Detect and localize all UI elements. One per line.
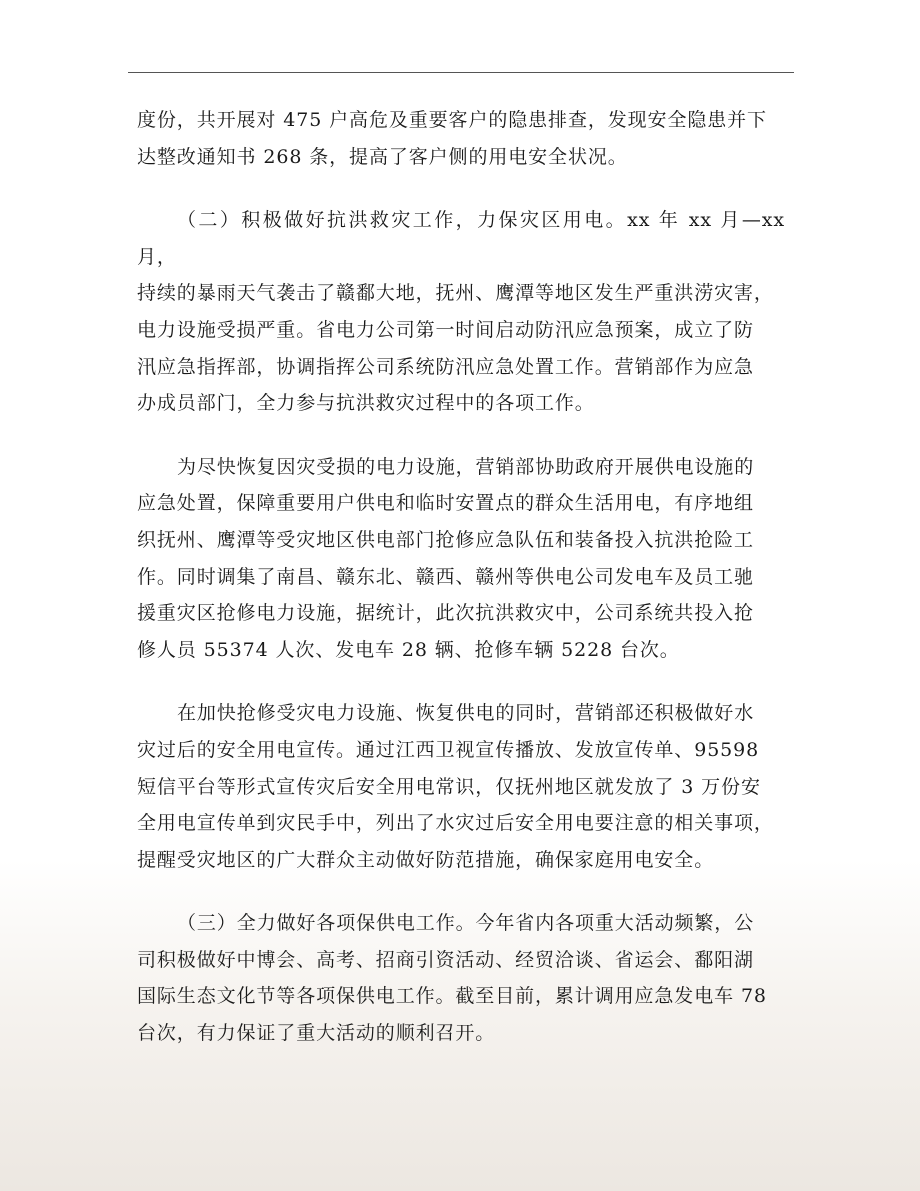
paragraph — [137, 905, 785, 1051]
text-line: 国际生态文化节等各项保供电工作。截至目前，累计调用应急发电车 78 — [137, 985, 767, 1008]
text-line: 灾过后的安全用电宣传。通过江西卫视宣传播放、发放宣传单、95598 — [137, 738, 760, 761]
paragraph — [137, 102, 785, 175]
text-line: 短信平台等形式宣传灾后安全用电常识，仅抚州地区就发放了 3 万份安 — [137, 775, 761, 798]
text-line: 作。同时调集了南昌、赣东北、赣西、赣州等供电公司发电车及员工驰 — [137, 565, 754, 588]
text-line: 在加快抢修受灾电力设施、恢复供电的同时，营销部还积极做好水 — [177, 702, 755, 725]
text-line: 提醒受灾地区的广大群众主动做好防范措施，确保家庭用电安全。 — [137, 848, 715, 871]
text-line: 司积极做好中博会、高考、招商引资活动、经贸洽谈、省运会、鄱阳湖 — [137, 948, 754, 971]
text-line: 办成员部门，全力参与抗洪救灾过程中的各项工作。 — [137, 392, 595, 415]
header-rule — [128, 72, 794, 73]
text-line: 应急处置，保障重要用户供电和临时安置点的群众生活用电，有序地组 — [137, 492, 754, 515]
text-line: 达整改通知书 268 条，提高了客户侧的用电安全状况。 — [137, 145, 628, 168]
text-line: 修人员 55374 人次、发电车 28 辆、抢修车辆 5228 台次。 — [137, 638, 680, 661]
paragraph — [137, 695, 785, 878]
text-line: 汛应急指挥部，协调指挥公司系统防汛应急处置工作。营销部作为应急 — [137, 355, 754, 378]
text-line: 度份，共开展对 475 户高危及重要客户的隐患排查，发现安全隐患并下 — [137, 109, 767, 131]
text-line: 织抚州、鹰潭等受灾地区供电部门抢修应急队伍和装备投入抗洪抢险工 — [137, 528, 754, 551]
paragraph — [137, 202, 785, 422]
text-line: 持续的暴雨天气袭击了赣鄱大地，抚州、鹰潭等地区发生严重洪涝灾害， — [137, 282, 774, 305]
document-body — [137, 102, 785, 1079]
text-line: （三）全力做好各项保供电工作。今年省内各项重大活动频繁，公 — [177, 912, 755, 935]
text-line: （二）积极做好抗洪救灾工作，力保灾区用电。xx 年 xx 月—xx 月， — [137, 209, 785, 268]
text-line: 为尽快恢复因灾受损的电力设施，营销部协助政府开展供电设施的 — [177, 455, 755, 478]
paragraph — [137, 449, 785, 669]
text-line: 台次，有力保证了重大活动的顺利召开。 — [137, 1022, 496, 1045]
text-line: 电力设施受损严重。省电力公司第一时间启动防汛应急预案，成立了防 — [137, 318, 754, 341]
text-line: 全用电宣传单到灾民手中，列出了水灾过后安全用电要注意的相关事项， — [137, 812, 774, 835]
text-line: 援重灾区抢修电力设施，据统计，此次抗洪救灾中，公司系统共投入抢 — [137, 602, 754, 625]
